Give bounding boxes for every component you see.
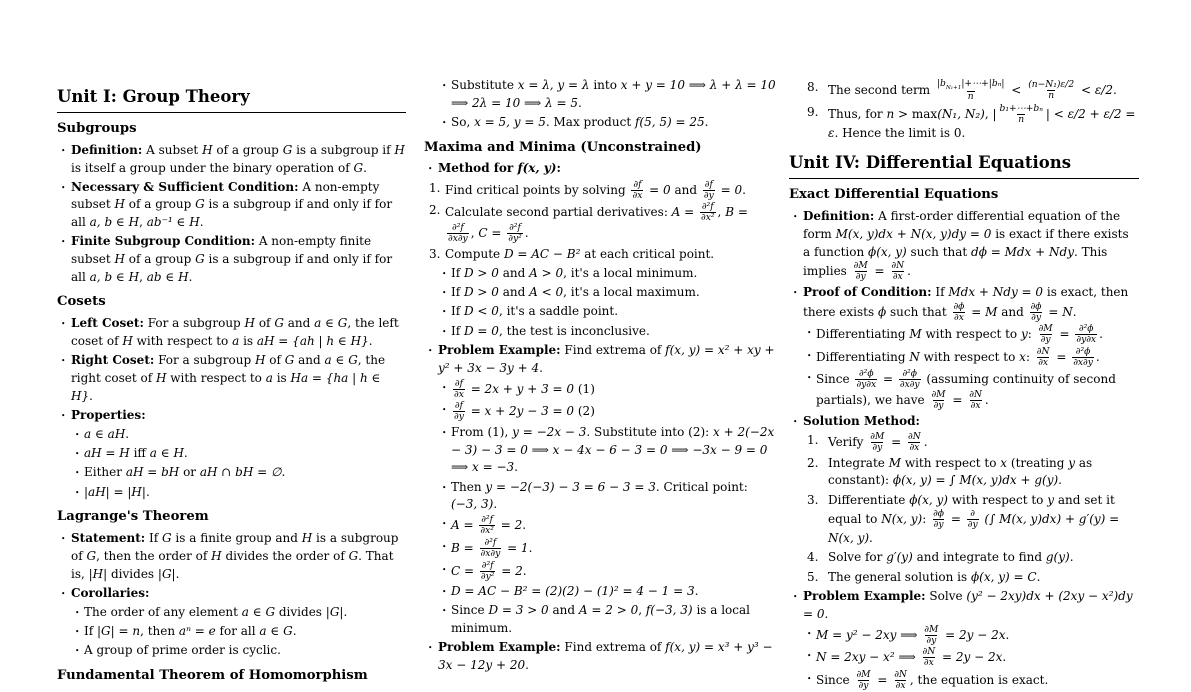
list-item xyxy=(424,77,776,112)
list-item xyxy=(424,180,776,201)
list-item xyxy=(424,202,776,244)
bullet-icon: • xyxy=(75,487,80,497)
list-item xyxy=(424,639,776,674)
bullet-icon: • xyxy=(793,591,798,601)
list-item xyxy=(789,549,1139,567)
bullet-icon: • xyxy=(807,350,812,360)
item-number: 1. xyxy=(807,433,819,448)
list-item-text: Then y = −2(−3) − 3 = 6 − 3 = 3. Critical point: (−3, 3). xyxy=(451,479,748,512)
item-number: 2. xyxy=(429,203,441,218)
bullet-icon: • xyxy=(442,606,447,616)
fraction: $\frac{\text{(n−N₁)ε/2}}{n}$ xyxy=(1028,80,1075,102)
list-item-text: If D = 0, the test is inconclusive. xyxy=(451,323,650,338)
bullet-icon: • xyxy=(61,534,66,544)
list-item xyxy=(789,647,1139,668)
list-item-text: Since $\frac{\partial M}{\partial y}$ = $\frac{\partial N}{\partial x}$ , the equation is exact. xyxy=(816,669,1049,691)
bullet-icon: • xyxy=(75,607,80,617)
list-item-text: Differentiate ϕ(x, y) with respect to y and set it equal to N(x, y): $\frac{\partial\phi}{\partial y}$ = ∂ ∂y (∫ M(x, y)dx) + g′(y) = N(x, y). xyxy=(828,492,1120,546)
list-item-text: Right Coset: For a subgroup H of G and a ∈ G, the right coset of H with respect to a is Ha = {ha | h ∈ H}. xyxy=(71,353,386,403)
list-item-text: Since D = 3 > 0 and A = 2 > 0, f(−3, 3) is a local minimum. xyxy=(451,603,750,635)
bullet-icon: • xyxy=(61,237,66,247)
bullet-icon: • xyxy=(61,145,66,155)
list-item xyxy=(57,352,406,405)
bullet-icon: • xyxy=(61,356,66,366)
list-item xyxy=(789,79,1139,102)
list-item-text: Verify $\frac{\partial M}{\partial y}$ = $\frac{\partial N}{\partial x}$ . xyxy=(828,432,928,454)
bullet-icon: • xyxy=(442,307,447,317)
fraction: $\frac{\text{∂²f}}{\text{∂x²}}$ xyxy=(480,515,494,537)
list-item-text: Problem Example: Find extrema of f(x, y) = x² + xy + y² + 3x − 3y + 4. xyxy=(438,342,775,375)
list-item xyxy=(789,324,1139,345)
list-item xyxy=(424,246,776,264)
list-item-text: A group of prime order is cyclic. xyxy=(84,643,281,658)
list-item-text: Corollaries: xyxy=(71,585,150,600)
list-item-text: Definition: A first-order differential equation of the form M(x, y)dx + N(x, y)dy = 0 is exact if there exists a function ϕ(x, y) such that dϕ = Mdx + Ndy. This implies $\frac{\partial M}{\partial y}$ = $\frac{\partial N}{\partial x}$ . xyxy=(803,209,1129,283)
item-number: 3. xyxy=(429,246,441,261)
list-item xyxy=(424,538,776,559)
list-item xyxy=(424,561,776,582)
list-item xyxy=(57,530,406,583)
bullet-icon: • xyxy=(793,212,798,222)
fraction: $\frac{\partial M}{\partial y}$ xyxy=(856,669,871,691)
bullet-icon: • xyxy=(442,564,447,574)
bullet-icon: • xyxy=(442,587,447,597)
bullet-icon: • xyxy=(807,628,812,638)
list-item xyxy=(789,588,1139,623)
list-item-text: N = 2xy − x² ⟹ $\frac{\partial N}{\partial x}$ = 2y − 2x. xyxy=(816,647,1007,669)
column-middle xyxy=(424,0,776,676)
fraction: $\frac{\text{∂²ϕ}}{\partial x\partial y}$ xyxy=(899,369,920,391)
section-heading: Exact Differential Equations xyxy=(789,187,999,203)
list-item-text: B = $\frac{\text{∂²f}}{\partial x\partial y}$ = 1. xyxy=(451,537,533,559)
bullet-icon: • xyxy=(807,373,812,383)
list-item xyxy=(424,284,776,302)
list-item-text: A = $\frac{\text{∂²f}}{\text{∂x²}}$ = 2. xyxy=(451,515,527,537)
list-item-text: Necessary & Sufficient Condition: A non-empty subset H of a group G is a subgroup if and only if for all a, b ∈ H, ab⁻¹ ∈ H. xyxy=(71,179,393,230)
fraction: $\frac{\text{∂²f}}{\text{∂y²}}$ xyxy=(508,223,522,245)
bullet-icon: • xyxy=(807,328,812,338)
fraction: $\frac{\partial N}{\partial x}$ xyxy=(891,261,905,283)
fraction: $\frac{\partial N}{\partial x}$ xyxy=(908,432,921,454)
list-item xyxy=(789,455,1139,490)
list-item-text: Problem Example: Solve (y² − 2xy)dx + (2xy − x²)dy = 0. xyxy=(803,588,1133,621)
list-item xyxy=(789,625,1139,646)
list-item xyxy=(57,315,406,350)
unit-title: Unit I: Group Theory xyxy=(57,88,406,113)
list-item-text: Compute D = AC − B² at each critical point. xyxy=(445,246,715,261)
fraction: $\frac{\text{∂²ϕ}}{\partial x\partial y}$ xyxy=(1073,346,1093,368)
bullet-icon: • xyxy=(75,468,80,478)
list-item-text: If D > 0 and A > 0, it's a local minimum. xyxy=(451,266,698,281)
list-item xyxy=(424,265,776,283)
list-item-text: Definition: A subset H of a group G is a subgroup if H is itself a group under the binary operation of G. xyxy=(71,142,405,175)
list-item-text: a ∈ aH. xyxy=(84,427,130,441)
list-item-text: Solution Method: xyxy=(803,413,920,428)
list-item xyxy=(424,583,776,601)
list-item-text: |aH| = |H|. xyxy=(84,484,150,499)
fraction: $\frac{\text{b₁+⋯+bₙ}}{n}$ xyxy=(999,103,1043,125)
bullet-icon: • xyxy=(428,345,433,355)
fraction: $\frac{\partial\phi}{\partial y}$ xyxy=(1030,301,1042,323)
bullet-icon: • xyxy=(61,410,66,420)
list-item-text: If D > 0 and A < 0, it's a local maximum. xyxy=(451,285,700,300)
fraction: $\frac{\partial f}{\partial x}$ xyxy=(632,179,643,201)
list-item xyxy=(789,347,1139,368)
list-item-text: C = $\frac{\text{∂²f}}{\text{∂y²}}$ = 2. xyxy=(451,560,527,582)
section-heading: Maxima and Minima (Unconstrained) xyxy=(424,139,702,155)
column-left xyxy=(57,0,406,689)
list-item-text: Method for f(x, y): xyxy=(438,161,561,176)
list-item-text: Proof of Condition: If Mdx + Ndy = 0 is exact, then there exists ϕ such that $\frac{\partial\phi}{\partial x}$ = M and $\frac{\partial\phi}{\partial y}$ = N. xyxy=(803,284,1129,323)
fraction: $\frac{\text{∂²f}}{\text{∂y²}}$ xyxy=(480,560,495,582)
list-item xyxy=(424,323,776,341)
list-item-text: Calculate second partial derivatives: A = $\frac{\text{∂²f}}{\text{∂x²}}$ , B = $\frac{\text{∂²f}}{\partial x\partial y}$ , C = $\frac{\text{∂²f}}{\text{∂y²}}$ . xyxy=(445,202,748,245)
fraction: $\frac{|b_{N_1+1}|+\cdots+|b_n|}{n}$ xyxy=(936,79,1005,103)
fraction: $\frac{\partial f}{\partial y}$ xyxy=(454,401,464,423)
section-heading: Subgroups xyxy=(57,120,137,136)
list-item xyxy=(57,407,406,425)
fraction: $\frac{\partial\phi}{\partial x}$ xyxy=(953,301,965,323)
item-number: 9. xyxy=(807,104,819,119)
list-item-text: Properties: xyxy=(71,407,146,422)
list-item xyxy=(57,233,406,286)
bullet-icon: • xyxy=(75,449,80,459)
list-item xyxy=(424,303,776,321)
bullet-icon: • xyxy=(442,519,447,529)
fraction: $\frac{\partial M}{\partial y}$ xyxy=(931,390,946,412)
fraction: $\frac{\partial M}{\partial y}$ xyxy=(853,261,868,283)
list-item xyxy=(789,104,1139,143)
list-item-text: Problem Example: Find extrema of f(x, y) = x³ + y³ − 3x − 12y + 20. xyxy=(438,640,773,672)
fraction: $\frac{\text{∂²f}}{\partial x\partial y}$ xyxy=(448,223,468,245)
list-item-text: $\frac{\partial f}{\partial x}$ = 2x + y + 3 = 0 (1) xyxy=(454,378,595,400)
list-item-text: Finite Subgroup Condition: A non-empty finite subset H of a group G is a subgroup if and only if for all a, b ∈ H, ab ∈ H. xyxy=(71,234,393,284)
list-item xyxy=(789,208,1139,282)
bullet-icon: • xyxy=(442,326,447,336)
section-heading: Cosets xyxy=(57,294,106,310)
fraction: $\frac{\partial f}{\partial x}$ xyxy=(454,378,464,400)
list-item xyxy=(789,670,1139,691)
list-item-text: D = AC − B² = (2)(2) − (1)² = 4 − 1 = 3. xyxy=(451,584,699,599)
bullet-icon: • xyxy=(75,627,80,637)
fraction: $\frac{\partial f}{\partial y}$ xyxy=(703,179,714,201)
list-item xyxy=(424,342,776,377)
fraction: $\frac{\text{∂²ϕ}}{\partial y\partial x}$ xyxy=(856,369,877,391)
fraction: $\frac{\text{∂²ϕ}}{\partial y\partial x}$ xyxy=(1076,324,1097,346)
list-item-text: aH = H iff a ∈ H. xyxy=(84,446,188,461)
fraction: $\frac{\partial N}{\partial x}$ xyxy=(922,647,936,669)
fraction: ∂ ∂y xyxy=(967,509,978,531)
list-item xyxy=(424,379,776,400)
bullet-icon: • xyxy=(61,182,66,192)
list-item xyxy=(424,401,776,422)
bullet-icon: • xyxy=(807,673,812,683)
bullet-icon: • xyxy=(75,430,80,439)
bullet-icon: • xyxy=(442,405,447,415)
fraction: $\frac{\partial N}{\partial x}$ xyxy=(894,669,907,691)
list-item-text: Integrate M with respect to x (treating y as constant): ϕ(x, y) = ∫ M(x, y)dx + g(y). xyxy=(828,455,1093,488)
list-item xyxy=(789,413,1139,431)
bullet-icon: • xyxy=(442,288,447,298)
list-item-text: If D < 0, it's a saddle point. xyxy=(451,304,619,319)
list-item-text: Substitute x = λ, y = λ into x + y = 10 ⟹ λ + λ = 10 ⟹ 2λ = 10 ⟹ λ = 5. xyxy=(451,78,776,110)
list-item-text: If |G| = n, then aⁿ = e for all a ∈ G. xyxy=(84,624,297,639)
list-item xyxy=(57,445,406,463)
list-item xyxy=(424,114,776,132)
list-item xyxy=(789,284,1139,323)
fraction: $\frac{\partial M}{\partial y}$ xyxy=(870,432,885,454)
list-item-text: M = y² − 2xy ⟹ $\frac{\partial M}{\partial y}$ = 2y − 2x. xyxy=(816,624,1010,646)
list-item-text: Statement: If G is a finite group and H is a subgroup of G, then the order of H divides the order of G. That is, |H| divides |G|. xyxy=(71,531,399,581)
list-item xyxy=(789,432,1139,453)
section-heading: Lagrange's Theorem xyxy=(57,509,209,525)
bullet-icon: • xyxy=(442,81,447,90)
bullet-icon: • xyxy=(807,651,812,661)
item-number: 5. xyxy=(807,569,819,584)
list-item xyxy=(424,160,776,178)
item-number: 4. xyxy=(807,550,819,565)
list-item-text: Differentiating N with respect to x: $\frac{\partial N}{\partial x}$ = $\frac{\text{∂²ϕ}}{\partial x\partial y}$ . xyxy=(816,346,1100,368)
list-item xyxy=(57,426,406,444)
section-heading: Fundamental Theorem of Homomorphism xyxy=(57,668,368,684)
list-item-text: Left Coset: For a subgroup H of G and a ∈ G, the left coset of H with respect to a is aH = {ah | h ∈ H}. xyxy=(71,316,399,348)
list-item xyxy=(57,604,406,622)
fraction: $\frac{\partial\phi}{\partial y}$ xyxy=(933,509,945,531)
item-number: 3. xyxy=(807,492,819,507)
bullet-icon: • xyxy=(442,382,447,392)
unit-title: Unit IV: Differential Equations xyxy=(789,154,1139,179)
list-item-text: Either aH = bH or aH ∩ bH = ∅. xyxy=(84,465,286,480)
item-number: 8. xyxy=(807,80,819,94)
list-item-text: Differentiating M with respect to y: $\frac{\partial M}{\partial y}$ = $\frac{\text{∂²ϕ}}{\partial y\partial x}$ . xyxy=(816,324,1103,346)
fraction: $\frac{\partial M}{\partial y}$ xyxy=(924,624,939,646)
list-item xyxy=(424,515,776,536)
list-item xyxy=(57,484,406,502)
list-item xyxy=(789,492,1139,548)
list-item xyxy=(57,642,406,660)
list-item-text: The general solution is ϕ(x, y) = C. xyxy=(828,569,1041,584)
list-item xyxy=(424,424,776,477)
list-item-text: The order of any element a ∈ G divides |G|. xyxy=(84,604,348,619)
bullet-icon: • xyxy=(428,164,433,174)
fraction: $\frac{\text{∂²f}}{\partial x\partial y}$ xyxy=(480,537,501,559)
fraction: $\frac{\partial N}{\partial x}$ xyxy=(1036,346,1050,368)
column-right xyxy=(789,0,1139,692)
list-item xyxy=(57,179,406,232)
bullet-icon: • xyxy=(442,117,447,127)
fraction: $\frac{\partial M}{\partial y}$ xyxy=(1038,324,1053,346)
fraction: $\frac{\partial N}{\partial x}$ xyxy=(969,390,982,412)
bullet-icon: • xyxy=(793,416,798,426)
bullet-icon: • xyxy=(61,319,66,329)
list-item-text: Find critical points by solving $\frac{\partial f}{\partial x}$ = 0 and $\frac{\partial f}{\partial y}$ = 0. xyxy=(445,179,746,201)
bullet-icon: • xyxy=(61,588,66,598)
list-item xyxy=(424,602,776,637)
bullet-icon: • xyxy=(442,269,447,279)
bullet-icon: • xyxy=(793,287,798,297)
list-item xyxy=(789,569,1139,587)
list-item-text: $\frac{\partial f}{\partial y}$ = x + 2y − 3 = 0 (2) xyxy=(454,401,595,423)
list-item-text: Thus, for n > max(N₁, N₂), | $\frac{\text{b₁+⋯+bₙ}}{n}$ | < ε/2 + ε/2 = ε. Hence the limit is 0. xyxy=(828,103,1136,140)
bullet-icon: • xyxy=(442,541,447,551)
fraction: $\frac{\text{∂²f}}{\text{∂x²}}$ xyxy=(701,202,715,224)
bullet-icon: • xyxy=(442,427,447,437)
bullet-icon: • xyxy=(428,643,433,653)
item-number: 2. xyxy=(807,455,819,470)
list-item-text: From (1), y = −2x − 3. Substitute into (2): x + 2(−2x − 3) − 3 = 0 ⟹ x − 4x − 6 − 3 = 0 ⟹ −3x − 9 = 0 ⟹ x = −3. xyxy=(451,424,775,475)
list-item xyxy=(57,464,406,482)
list-item-text: Solve for g′(y) and integrate to find g(y). xyxy=(828,550,1074,565)
list-item xyxy=(424,479,776,514)
list-item-text: Since $\frac{\text{∂²ϕ}}{\partial y\partial x}$ = $\frac{\text{∂²ϕ}}{\partial x\partial y}$ (assuming continuity of second partials), we have $\frac{\partial M}{\partial y}$ = $\frac{\partial N}{\partial x}$ . xyxy=(816,369,1116,412)
list-item xyxy=(789,369,1139,411)
list-item-text: So, x = 5, y = 5. Max product f(5, 5) = 25. xyxy=(451,114,709,129)
item-number: 1. xyxy=(429,180,441,195)
bullet-icon: • xyxy=(442,482,447,492)
bullet-icon: • xyxy=(75,646,80,656)
list-item xyxy=(57,585,406,603)
list-item-text: The second term $\frac{|b_{N_1+1}|+\cdots+|b_n|}{n}$ < $\frac{\text{(n−N₁)ε/2}}{n}$ < ε/2. xyxy=(828,79,1117,103)
list-item xyxy=(57,142,406,177)
